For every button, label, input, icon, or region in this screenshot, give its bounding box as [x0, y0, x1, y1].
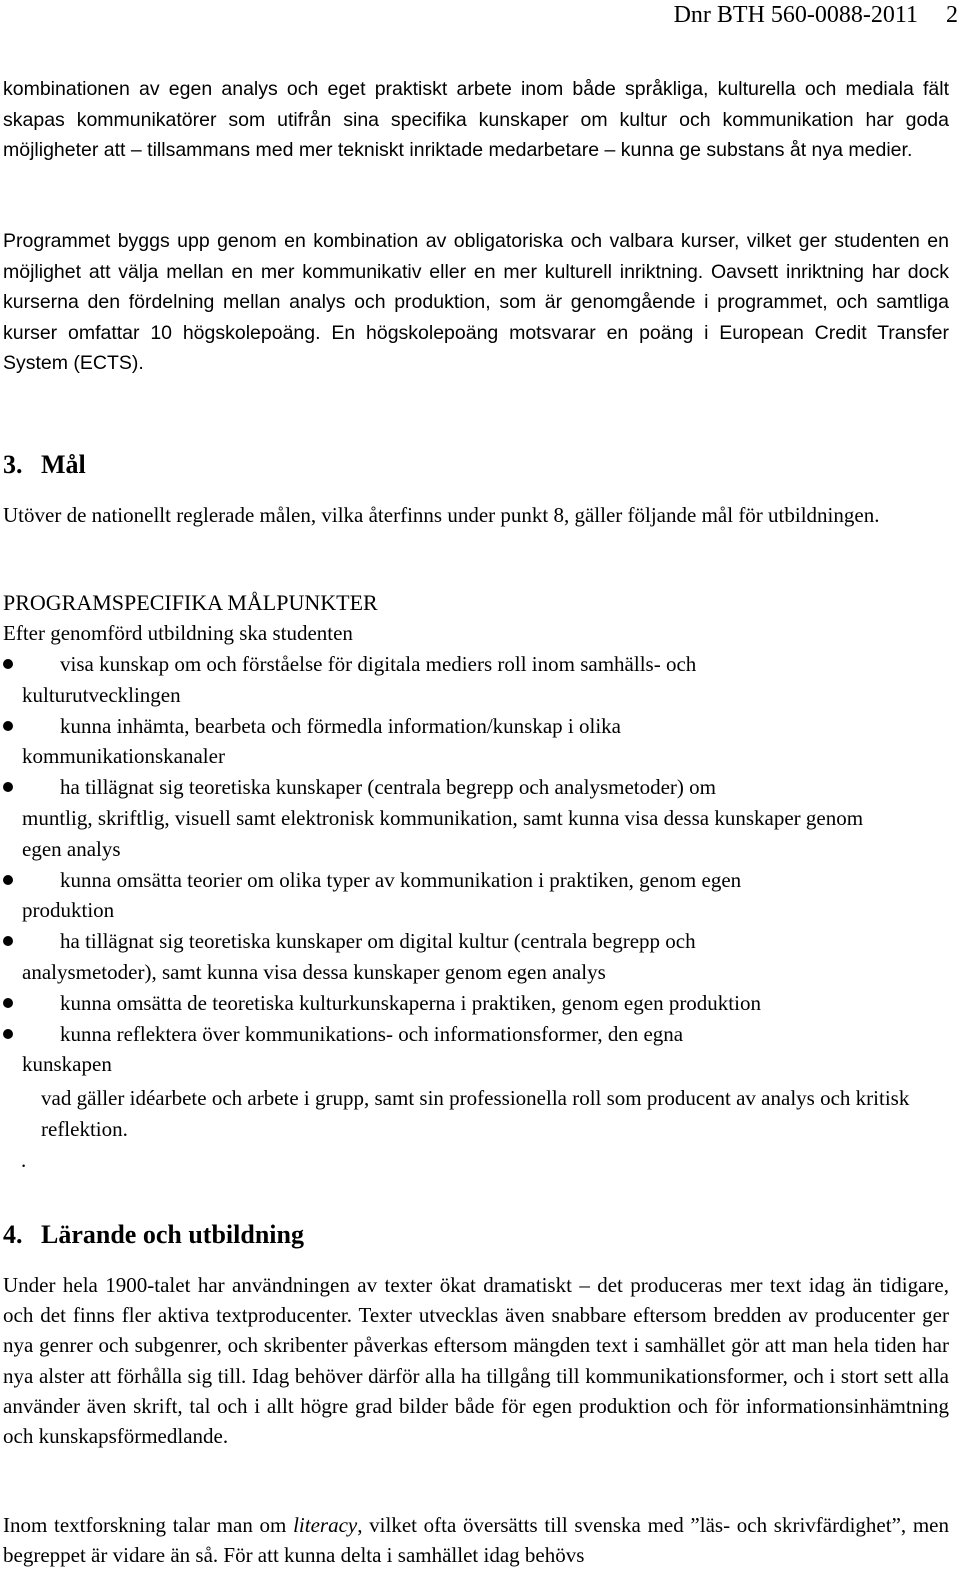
section-3-heading [3, 450, 86, 480]
literacy-term: literacy [293, 1513, 358, 1537]
list-item: kunna omsätta teorier om olika typer av kommunikation i praktiken, genom egen produktion [0, 865, 900, 927]
section-4-paragraph-1: Under hela 1900-talet har användningen av texter ökat dramatiskt – det produceras mer text idag än tidigare, och det finns fler aktiva textproducenter. Texter utvecklas även snabbare eftersom bredden av producenter ger nya genrer och subgenrer, och skribenter påverkas eftersom mängden text i samhället gör att man hela tiden har nya alster att förhålla sig till. Idag behöver därför alla ha tillgång till kommunikationsformer, och i stort sett alla använder även skrift, tal och i allt högre grad bilder både för egen produktion och för informationsinhämtning och kunskapsförmedlande. [3, 1273, 949, 1449]
stray-period: . [21, 1148, 27, 1172]
list-item: kunna omsätta de teoretiska kulturkunskaperna i praktiken, genom egen produktion [0, 988, 900, 1019]
bullet-icon [3, 998, 13, 1008]
intro-paragraph: kombinationen av egen analys och eget praktiskt arbete inom både språkliga, kulturella och mediala fält skapas kommunikatörer som utifrån sina specifika kunskaper om kultur och kommunikation har goda möjligheter att – tillsammans med mer tekniskt inriktade medarbetare – kunna ge substans åt nya medier. [3, 78, 949, 161]
program-goals-subheading: PROGRAMSPECIFIKA MÅLPUNKTER [3, 590, 378, 615]
bullet-icon [3, 1029, 13, 1039]
section-4-number: 4. [3, 1220, 23, 1249]
list-item: kunna reflektera över kommunikations- och informationsformer, den egna kunskapen [0, 1019, 900, 1081]
page-header [674, 2, 958, 29]
bullet-icon [3, 936, 13, 946]
bullet-icon [3, 659, 13, 669]
section-4-title: Lärande och utbildning [41, 1220, 304, 1249]
list-item: ha tillägnat sig teoretiska kunskaper om digital kultur (centrala begrepp och analysmetoder), samt kunna visa dessa kunskaper genom egen analys [0, 926, 900, 988]
bullet-icon [3, 875, 13, 885]
section-3-title: Mål [41, 450, 86, 479]
section-3-number: 3. [3, 450, 23, 479]
section-3-intro: Utöver de nationellt reglerade målen, vilka återfinns under punkt 8, gäller följande mål för utbildningen. [3, 503, 880, 527]
program-structure-paragraph: Programmet byggs upp genom en kombination av obligatoriska och valbara kurser, vilket ger studenten en möjlighet att välja mellan en mer kommunikativ eller en mer kulturell inriktning. Oavsett inriktning har dock kurserna den fördelning mellan analys och produktion, som är genomgående i programmet, och samtliga kurser omfattar 10 högskolepoäng. En högskolepoäng motsvarar en poäng i European Credit Transfer System (ECTS). [3, 230, 949, 374]
goals-lead-text: Efter genomförd utbildning ska studenten [3, 621, 353, 645]
bullet-icon [3, 782, 13, 792]
section-4-heading [3, 1220, 304, 1250]
list-item: visa kunskap om och förståelse för digitala mediers roll inom samhälls- och kulturutvecklingen [0, 649, 900, 711]
bullet-icon [3, 721, 13, 731]
document-id: Dnr BTH 560-0088-2011 [673, 2, 918, 28]
section-4-paragraph-2: Inom textforskning talar man om literacy, vilket ofta översätts till svenska med ”läs- och skrivfärdighet”, men begreppet är vidare än så. För att kunna delta i samhället idag behövs [3, 1513, 949, 1568]
goals-list [0, 649, 900, 1080]
goals-continuation-text: vad gäller idéarbete och arbete i grupp, samt sin professionella roll som producent av analys och kritisk reflektion. [41, 1086, 910, 1141]
list-item: kunna inhämta, bearbeta och förmedla information/kunskap i olika kommunikationskanaler [0, 711, 900, 773]
list-item: ha tillägnat sig teoretiska kunskaper (centrala begrepp och analysmetoder) om muntlig, skriftlig, visuell samt elektronisk kommunikation, samt kunna visa dessa kunskaper genom egen analys [0, 772, 900, 864]
page-number: 2 [946, 2, 958, 28]
